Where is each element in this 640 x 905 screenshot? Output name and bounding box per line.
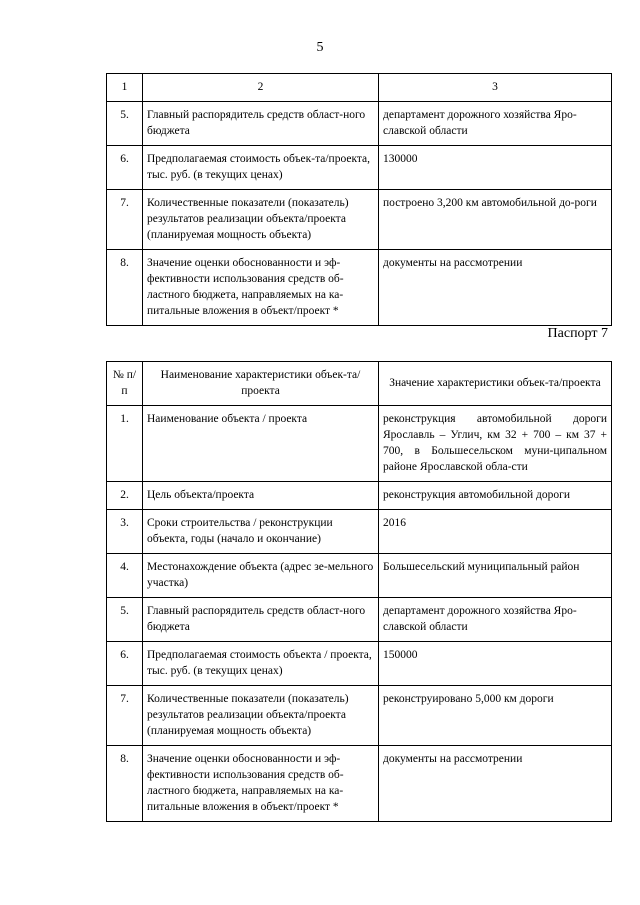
row-number: 8. [107,746,143,822]
row-characteristic: Предполагаемая стоимость объекта / проекта, тыс. руб. (в текущих ценах) [143,642,379,686]
header-characteristic: Наименование характеристики объек-та/проекта [143,362,379,406]
page-number: 5 [316,40,324,55]
row-characteristic: Цель объекта/проекта [143,482,379,510]
row-characteristic: Сроки строительства / реконструкции объекта, годы (начало и окончание) [143,510,379,554]
row-characteristic: Количественные показатели (показатель) результатов реализации объекта/проекта (планируемая мощность объекта) [143,190,379,250]
column-number-2: 2 [143,74,379,102]
row-number: 5. [107,102,143,146]
table-row [107,642,612,686]
row-characteristic: Наименование объекта / проекта [143,406,379,482]
row-number: 1. [107,406,143,482]
row-value: 130000 [379,146,612,190]
row-number: 3. [107,510,143,554]
row-value: 2016 [379,510,612,554]
table-row [107,598,612,642]
row-number: 6. [107,642,143,686]
row-number: 7. [107,686,143,746]
passport-heading: Паспорт 7 [547,326,608,341]
row-value: 150000 [379,642,612,686]
passport-table [106,361,612,822]
row-number: 6. [107,146,143,190]
table-row [107,686,612,746]
row-value: документы на рассмотрении [379,746,612,822]
row-value: реконструкция автомобильной дороги Ярославль – Углич, км 32 + 700 – км 37 + 700, в Большесельском муни-ципальном районе Ярославской обла-сти [379,406,612,482]
row-characteristic: Значение оценки обоснованности и эф-фективности использования средств об-ластного бюджета, направляемых на ка-питальные вложения в объект/проект * [143,250,379,326]
row-value: департамент дорожного хозяйства Яро-славской области [379,598,612,642]
row-number: 8. [107,250,143,326]
row-value: реконструировано 5,000 км дороги [379,686,612,746]
header-number: № п/п [107,362,143,406]
row-characteristic: Предполагаемая стоимость объек-та/проекта, тыс. руб. (в текущих ценах) [143,146,379,190]
table-row [107,554,612,598]
row-number: 2. [107,482,143,510]
row-characteristic: Значение оценки обоснованности и эф-фективности использования средств об-ластного бюджета, направляемых на ка-питальные вложения в объект/проект * [143,746,379,822]
header-value: Значение характеристики объек-та/проекта [379,362,612,406]
row-characteristic: Главный распорядитель средств област-ного бюджета [143,598,379,642]
table-header-row [107,362,612,406]
row-number: 4. [107,554,143,598]
row-characteristic: Местонахождение объекта (адрес зе-мельного участка) [143,554,379,598]
row-value: реконструкция автомобильной дороги [379,482,612,510]
row-value: Большесельский муниципальный район [379,554,612,598]
row-characteristic: Главный распорядитель средств област-ного бюджета [143,102,379,146]
row-characteristic: Количественные показатели (показатель) результатов реализации объекта/проекта (планируемая мощность объекта) [143,686,379,746]
row-value: департамент дорожного хозяйства Яро-славской области [379,102,612,146]
table-row [107,482,612,510]
table-row [107,406,612,482]
column-number-3: 3 [379,74,612,102]
table-row [107,146,612,190]
table-continuation [106,73,612,326]
row-number: 7. [107,190,143,250]
row-number: 5. [107,598,143,642]
column-number-1: 1 [107,74,143,102]
table-row [107,102,612,146]
table-row [107,190,612,250]
table-row [107,746,612,822]
row-value: построено 3,200 км автомобильной до-роги [379,190,612,250]
table-row [107,510,612,554]
table-header-row [107,74,612,102]
table-row [107,250,612,326]
row-value: документы на рассмотрении [379,250,612,326]
